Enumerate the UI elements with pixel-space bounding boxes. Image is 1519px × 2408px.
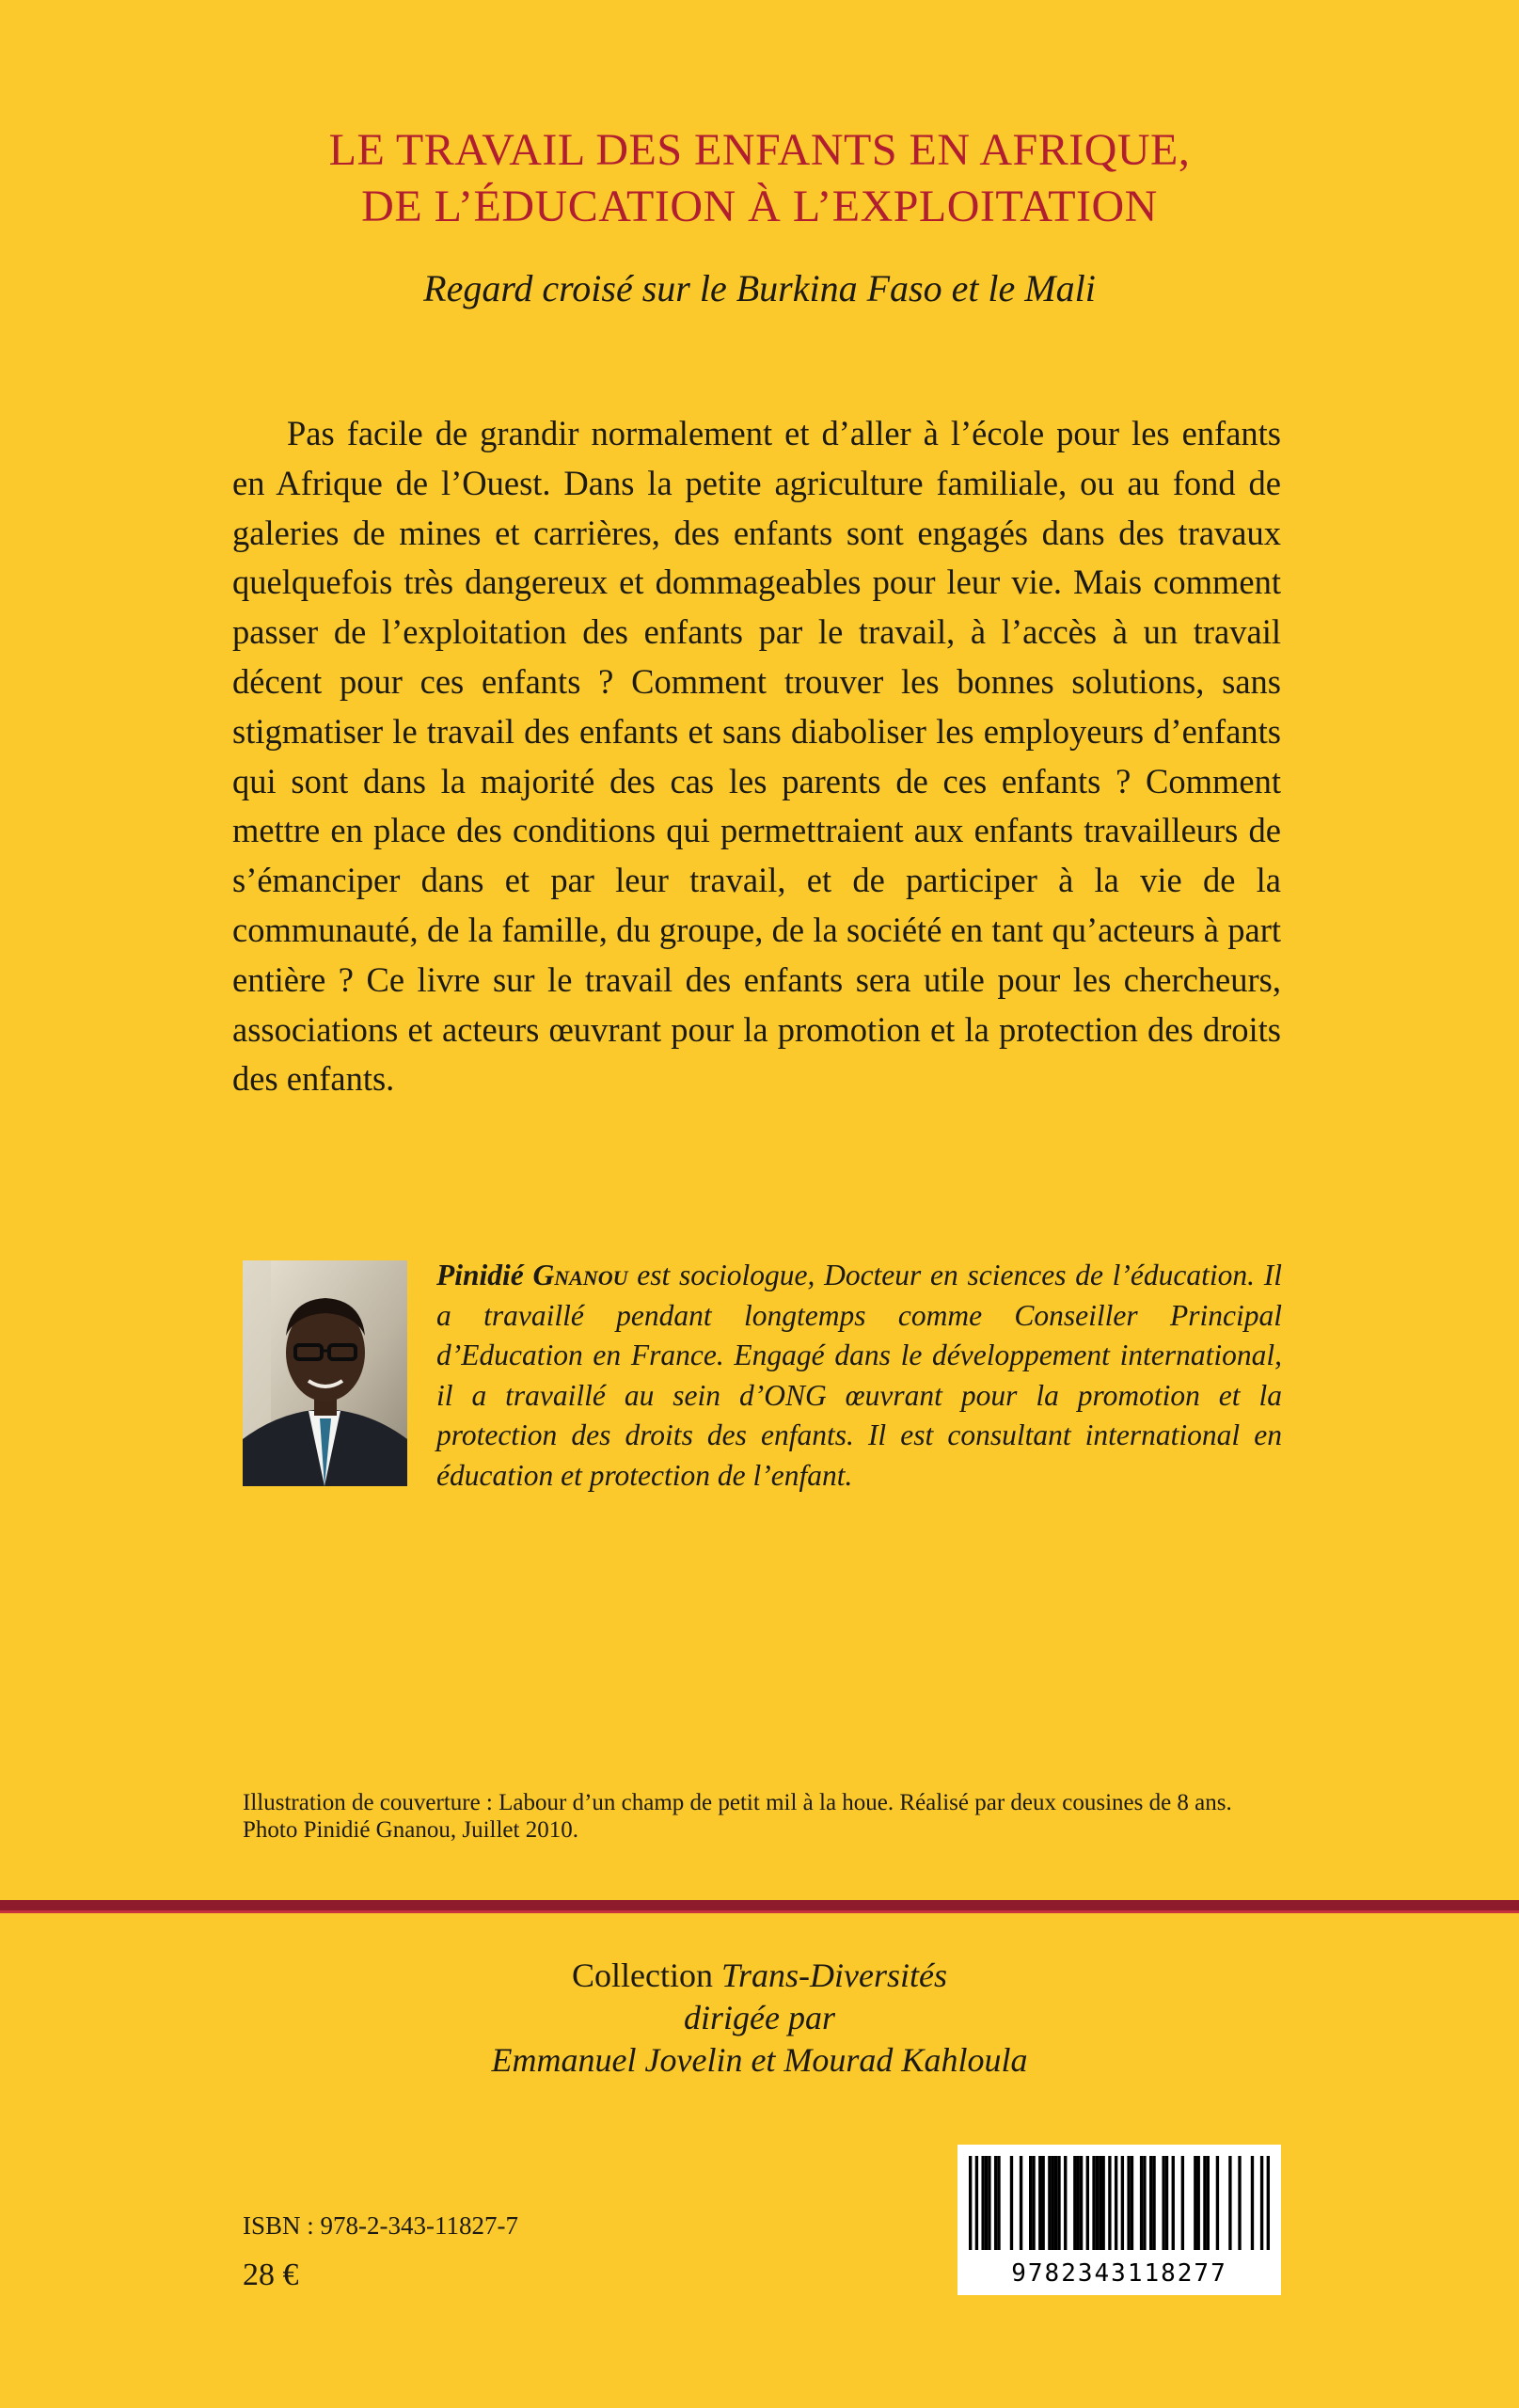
barcode-bars [969,2156,1270,2250]
barcode-bar [1140,2156,1143,2250]
barcode-bar [1029,2156,1032,2250]
barcode-bar [1038,2156,1041,2250]
blurb-text: Pas facile de grandir normalement et d’aller à l’école pour les enfants en Afrique de l’Ouest. Dans la petite agriculture familiale, ou au fond de galeries de mines et carrières, des enfants sont engagés dans des travaux quelquefois très dangereux et dommageables pour leur vie. Mais comment passer de l’exploitation des enfants par le travail, à l’accès à un travail décent pour ces enfants ? Comment trouver les bonnes solutions, sans stigmatiser le travail des enfants et sans diaboliser les employeurs d’enfants qui sont dans la majorité des cas les parents de ces enfants ? Comment mettre en place des conditions qui permettraient aux enfants travailleurs de s’émanciper dans et par leur travail, et de participer à la vie de la communauté, de la famille, du groupe, de la société en tant qu’acteurs à part entière ? Ce livre sur le travail des enfants sera utile pour les chercheurs, associations et acteurs œuvrant pour la promotion et la protection des droits des enfants. [232,414,1281,1099]
barcode-bar [1086,2156,1089,2250]
barcode-bar [997,2156,1000,2250]
author-bio [436,1256,1282,1496]
collection-directed-by: dirigée par [684,1999,835,2036]
barcode-bar [1052,2156,1054,2250]
barcode-bar [1267,2156,1270,2250]
barcode-bar [1010,2156,1013,2250]
barcode-bar [1194,2156,1196,2250]
barcode-bar [1152,2156,1155,2250]
barcode-bar [985,2156,988,2250]
barcode-bar [1101,2156,1104,2250]
barcode-bar [1020,2156,1022,2250]
barcode-bar [1165,2156,1168,2250]
author-first-name: Pinidié [436,1259,524,1291]
barcode-bar [975,2156,978,2250]
book-subtitle: Regard croisé sur le Burkina Faso et le Mali [423,267,1096,309]
barcode-bar [1115,2156,1117,2250]
book-title-line-2: DE L’ÉDUCATION À L’EXPLOITATION [361,182,1158,231]
divider-rule [0,1900,1519,1910]
photo-credit: Photo Pinidié Gnanou, Juillet 2010. [243,1817,578,1843]
barcode-bar [1092,2156,1095,2250]
barcode-bar [1260,2156,1263,2250]
barcode-bar [1251,2156,1254,2250]
barcode-bar [1172,2156,1175,2250]
barcode-bar [1080,2156,1083,2250]
isbn: ISBN : 978-2-343-11827-7 [243,2211,518,2240]
illustration-credit: Illustration de couverture : Labour d’un champ de petit mil à la houe. Réalisé par deux cousines de 8 ans. [243,1790,1232,1815]
barcode-bar [1127,2156,1130,2250]
barcode-bar [1143,2156,1146,2250]
book-title-line-1: LE TRAVAIL DES ENFANTS EN AFRIQUE, [328,125,1191,175]
barcode-bar [1073,2156,1076,2250]
barcode-bar [1077,2156,1080,2250]
author-last-name: Gnanou [532,1259,628,1291]
barcode-bar [1048,2156,1051,2250]
barcode-bar [1131,2156,1133,2250]
barcode-bar [1054,2156,1057,2250]
barcode-bar [1064,2156,1067,2250]
barcode-bar [981,2156,984,2250]
barcode-bar [1216,2156,1219,2250]
barcode-bar [1181,2156,1184,2250]
barcode-bar [1099,2156,1101,2250]
collection-line [0,1955,1519,1997]
barcode-bar [1121,2156,1124,2250]
barcode-bar [1032,2156,1035,2250]
divider-rule-highlight [0,1910,1519,1913]
collection-name: Trans-Diversités [720,1956,947,1994]
collection-prefix: Collection [572,1956,721,1994]
barcode-bar [1197,2156,1200,2250]
barcode-bar [994,2156,997,2250]
cover-credits [243,1789,1281,1844]
barcode-bar [1149,2156,1152,2250]
barcode-bar [1041,2156,1044,2250]
barcode-bar [1096,2156,1099,2250]
barcode-bar [988,2156,990,2250]
barcode-bar [1057,2156,1060,2250]
collection-info [0,1955,1519,2082]
barcode-bar [1238,2156,1241,2250]
barcode-bar [1162,2156,1164,2250]
barcode-bar [1207,2156,1210,2250]
price: 28 € [243,2258,299,2292]
author-bio-text: est sociologue, Docteur en sciences de l’éducation. Il a travaillé pendant longtemps comme Conseiller Principal d’Education en France. Engagé dans le développement international, il a travaillé au sein d’ONG œuvrant pour la promotion et la protection des droits des enfants. Il est consultant international en éducation et protection de l’enfant. [436,1259,1282,1492]
author-photo [243,1260,407,1486]
book-title [0,122,1519,235]
collection-editors: Emmanuel Jovelin et Mourad Kahloula [491,2041,1028,2079]
barcode-bar [1228,2156,1231,2250]
barcode-bar [1108,2156,1111,2250]
barcode-bar [969,2156,972,2250]
barcode-number: 9782343118277 [1011,2259,1227,2288]
barcode [957,2145,1281,2295]
barcode-bar [1203,2156,1206,2250]
